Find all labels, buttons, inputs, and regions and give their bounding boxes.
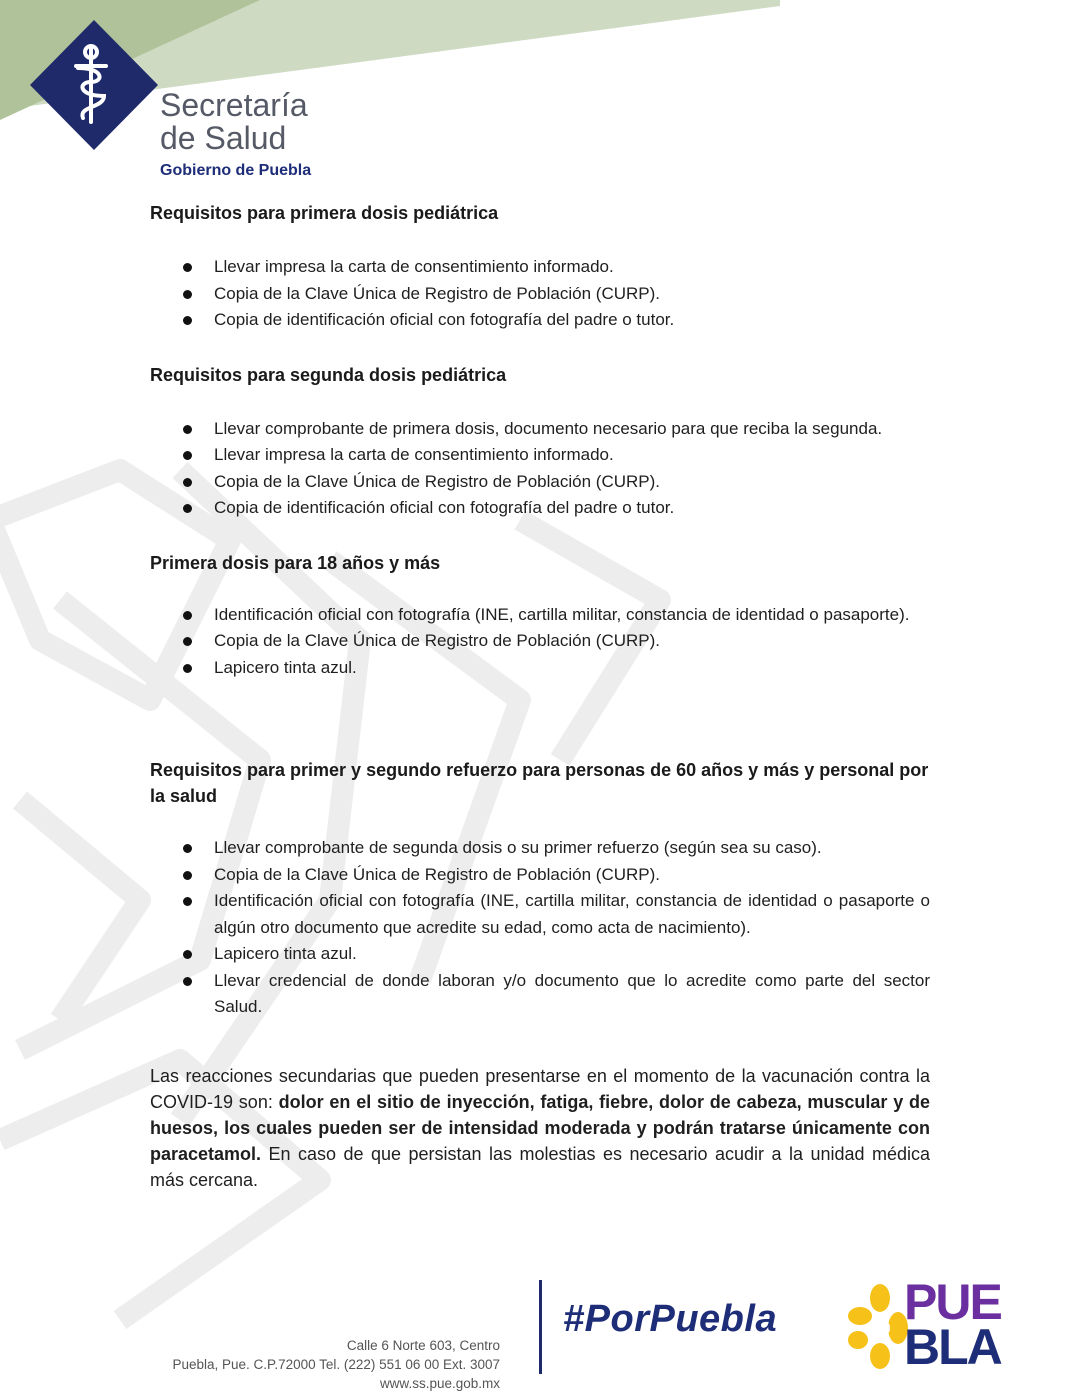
org-name-line2: de Salud — [160, 120, 287, 156]
website-link[interactable]: www.ss.pue.gob.mx — [379, 1376, 500, 1391]
list-item: Copia de identificación oficial con fotografía del padre o tutor. — [214, 495, 930, 522]
requirements-list — [150, 254, 930, 334]
list-item: Llevar comprobante de primera dosis, documento necesario para que reciba la segunda. — [214, 416, 930, 443]
list-item: Copia de la Clave Única de Registro de Población (CURP). — [214, 628, 930, 655]
hashtag-slogan: #PorPuebla — [563, 1298, 778, 1340]
list-item: Llevar credencial de donde laboran y/o documento que lo acredite como parte del sector Salud. — [214, 968, 930, 1021]
secretaria-logo-emblem — [28, 18, 160, 152]
brand-word-line1: PUE — [904, 1274, 1001, 1330]
list-item: Copia de la Clave Única de Registro de Población (CURP). — [214, 862, 930, 889]
address-line2: Puebla, Pue. C.P.72000 Tel. (222) 551 06 00 Ext. 3007 — [172, 1357, 500, 1372]
section-title: Requisitos para primer y segundo refuerzo para personas de 60 años y más y personal por la salud — [150, 760, 929, 806]
section-title: Requisitos para primera dosis pediátrica — [150, 203, 499, 223]
address-line1: Calle 6 Norte 603, Centro — [346, 1338, 500, 1353]
side-effects-intro: Las reacciones secundarias que pueden presentarse en el momento de la vacunación contra la COVID-19 son: — [150, 1065, 930, 1112]
list-item: Copia de la Clave Única de Registro de Población (CURP). — [214, 281, 930, 308]
list-item: Copia de la Clave Única de Registro de Población (CURP). — [214, 469, 930, 496]
footer-divider — [539, 1280, 542, 1374]
list-item: Identificación oficial con fotografía (INE, cartilla militar, constancia de identidad o pasaporte). — [214, 602, 930, 629]
side-effects-paragraph — [150, 1063, 930, 1193]
section-segunda-dosis-pediatrica — [150, 362, 930, 522]
section-primera-dosis-18-anos — [150, 550, 930, 682]
section-title: Requisitos para segunda dosis pediátrica — [150, 364, 507, 385]
section-title: Primera dosis para 18 años y más — [150, 552, 441, 573]
section-primera-dosis-pediatrica — [150, 200, 930, 334]
government-label: Gobierno de Puebla — [160, 162, 312, 179]
requirements-list — [150, 416, 930, 522]
footer-address — [173, 1336, 501, 1393]
requirements-list — [150, 602, 930, 682]
requirements-list — [150, 835, 930, 1021]
list-item: Llevar comprobante de segunda dosis o su primer refuerzo (según sea su caso). — [214, 835, 930, 862]
section-refuerzo-60-anos — [150, 757, 930, 1021]
side-effects-list: dolor en el sitio de inyección, fatiga, fiebre, dolor de cabeza, muscular y de huesos, los cuales pueden ser de intensidad moderada y podrán tratarse únicamente con paracetamol. — [150, 1091, 931, 1164]
org-name-line1: Secretaría — [160, 87, 308, 123]
list-item: Llevar impresa la carta de consentimiento informado. — [214, 254, 930, 281]
list-item: Lapicero tinta azul. — [214, 941, 930, 968]
list-item: Identificación oficial con fotografía (INE, cartilla militar, constancia de identidad o pasaporte o algún otro documento que acredite su edad, como acta de nacimiento). — [214, 888, 930, 941]
list-item: Copia de identificación oficial con fotografía del padre o tutor. — [214, 307, 930, 334]
flower-icon — [846, 1282, 910, 1372]
brand-word-line2: BLA — [904, 1319, 1001, 1375]
side-effects-outro: En caso de que persistan las molestias es necesario acudir a la unidad médica más cercana. — [150, 1143, 930, 1190]
list-item: Lapicero tinta azul. — [214, 655, 930, 682]
document-body — [150, 200, 930, 1193]
list-item: Llevar impresa la carta de consentimiento informado. — [214, 442, 930, 469]
